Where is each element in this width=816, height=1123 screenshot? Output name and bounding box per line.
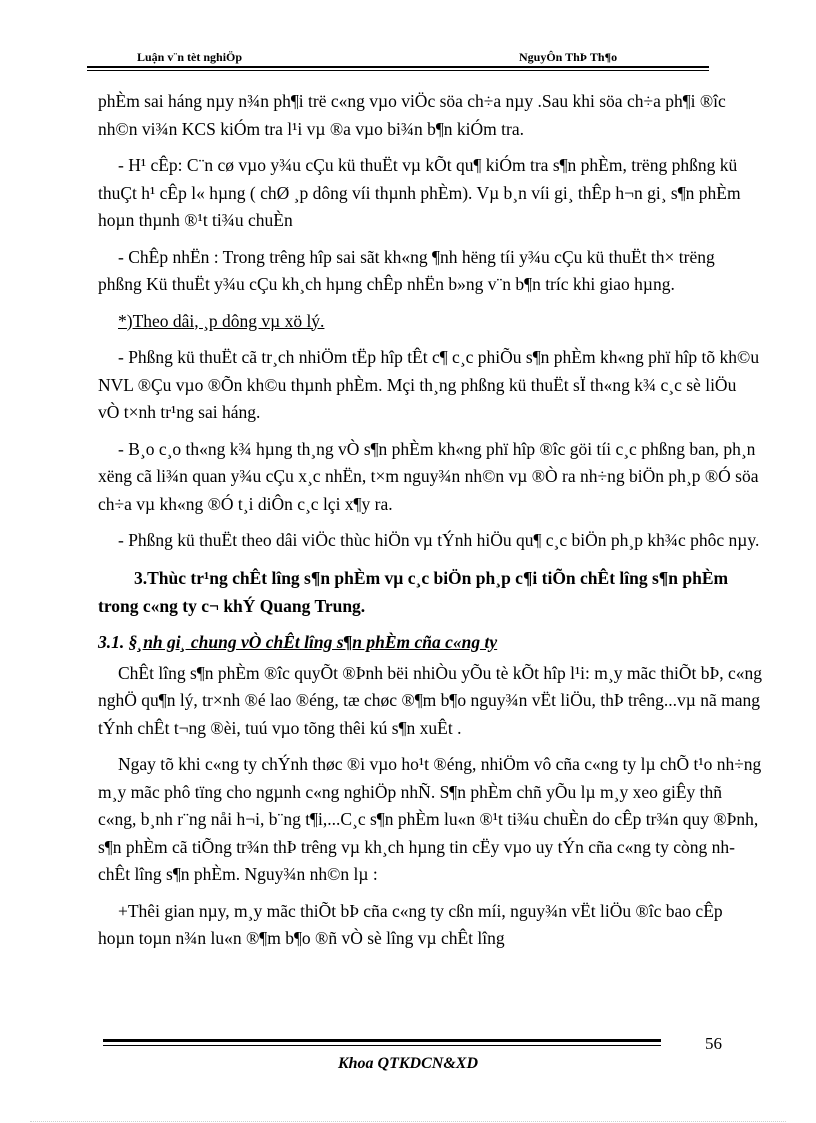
paragraph-downgrade: - H¹ cÊp: C¨n cø vµo y¾u cÇu kü thuËt vµ kÕt qu¶ kiÓm tra s¶n phÈm, trëng phßng kü thuÇt h¹ cÊp l« hµng ( chØ ¸p dông víi thµnh phÈm). Vµ b¸n víi gi¸ thÊp h¬n gi¸ s¶n phÈm hoµn thµnh ®¹t ti¾u chuÈn	[98, 155, 741, 230]
header-left-title: Luận v¨n tèt nghiÖp	[137, 50, 243, 64]
footer-rule-thick	[103, 1039, 661, 1042]
paragraph-company-history: Ngay tõ khi c«ng ty chÝnh thøc ®i vµo ho¹t ®éng, nhiÖm vô cña c«ng ty lµ chÕ t¹o nh÷ng m¸y mãc phô tïng cho ngµnh c«ng nghiÖp nhÑ. S¶n phÈm chñ yÕu lµ m¸y xeo giÊy thñ c«ng, b¸nh r¨ng nåi h¬i, b¨ng t¶i,...C¸c s¶n phÈm lu«n ®¹t ti¾u chuÈn do cÊp tr¾n quy ®Þnh, s¶n phÈm cã tiÕng tr¾n thÞ trêng vµ kh¸ch hµng tin cËy vµo uy tÝn cña c«ng ty còng nh chÊt lîng s¶n phÈm. Nguy¾n nh©n lµ :	[98, 754, 762, 884]
paragraph-1: phÈm sai háng nµy n¾n ph¶i trë c«ng vµo viÖc söa ch÷a nµy .Sau khi söa ch÷a ph¶i ®îc nh©n vi¾n KCS kiÓm tra l¹i vµ ®a vµo bi¾n b¶n kiÓm tra.	[98, 91, 726, 139]
paragraph-accept: - ChÊp nhËn : Trong trêng hîp sai sãt kh«ng ¶nh hëng tíi y¾u cÇu kü thuËt th× trëng phßng Kü thuËt y¾u cÇu kh¸ch hµng chÊp nhËn b»ng v¨n b¶n tríc khi giao hµng.	[98, 246, 715, 294]
paragraph-quality-factors: ChÊt lîng s¶n phÈm ®îc quyÕt ®Þnh bëi nhiÒu yÕu tè kÕt hîp l¹i: m¸y mãc thiÕt bÞ, c«ng nghÖ qu¶n lý, tr×nh ®é lao ®éng, tæ chøc ®¶m b¶o nguy¾n vËt liÖu, thÞ trêng...vµ nã mang tÝnh chÊt t¬ng ®èi, tuú vµo tõng thêi kú s¶n xuÊt .	[98, 662, 762, 738]
page-number: 56	[705, 1034, 722, 1053]
paragraph-reason: +Thêi gian nµy, m¸y mãc thiÕt bÞ cña c«ng ty cßn míi, nguy¾n vËt liÖu ®îc bao cÊp hoµn toµn n¾n lu«n ®¶m b¶o ®ñ vÒ sè lîng vµ chÊt lîng	[98, 900, 723, 948]
paragraph-monthly-report: - B¸o c¸o th«ng k¾ hµng th¸ng vÒ s¶n phÈm kh«ng phï hîp ®îc göi tíi c¸c phßng ban, ph¸n xëng cã li¾n quan y¾u cÇu x¸c nhËn, t×m nguy¾n nh©n vµ ®Ò ra nh÷ng biÖn ph¸p ®Ó söa ch÷a vµ kh«ng ®Ó t¸i diÔn c¸c lçi x¶y ra.	[98, 438, 759, 514]
header-rule-thin	[87, 70, 709, 71]
footer-department: Khoa QTKDCN&XD	[337, 1055, 479, 1072]
footer-rule-thin	[103, 1045, 661, 1046]
subsection-number: 3.1.	[98, 631, 129, 652]
header-rule-thick	[87, 66, 709, 68]
paragraph-technical-dept: - Phßng kü thuËt cã tr¸ch nhiÖm tËp hîp tÊt c¶ c¸c phiÕu s¶n phÈm kh«ng phï hîp tõ kh©u NVL ®Çu vµo ®Õn kh©u thµnh phÈm. Mçi th¸ng phßng kü thuËt sÏ th«ng k¾ c¸c sè liÖu vÒ t×nh tr¹ng sai háng.	[98, 347, 760, 422]
subsection-title: §¸nh gi¸ chung vÒ chÊt lîng s¶n phÈm cña c«ng ty	[128, 631, 498, 652]
page-body	[98, 88, 762, 962]
paragraph-followup-title	[98, 308, 762, 336]
header-author-name: NguyÔn ThÞ Th¶o	[519, 50, 618, 64]
followup-title-text: *)Theo dâi, ¸p dông vµ xö lý.	[118, 310, 325, 331]
section-heading-3: 3.Thùc tr¹ng chÊt lîng s¶n phÈm vµ c¸c biÖn ph¸p c¶i tiÕn chÊt lîng s¶n phÈm trong c«ng ty c¬ khÝ Quang Trung.	[98, 567, 729, 616]
paragraph-monitoring: - Phßng kü thuËt theo dâi viÖc thùc hiÖn vµ tÝnh hiÖu qu¶ c¸c biÖn ph¸p kh¾c phôc nµy.	[118, 530, 760, 550]
page-bottom-dotted-border	[30, 1121, 786, 1122]
subsection-heading-3-1	[98, 628, 762, 656]
